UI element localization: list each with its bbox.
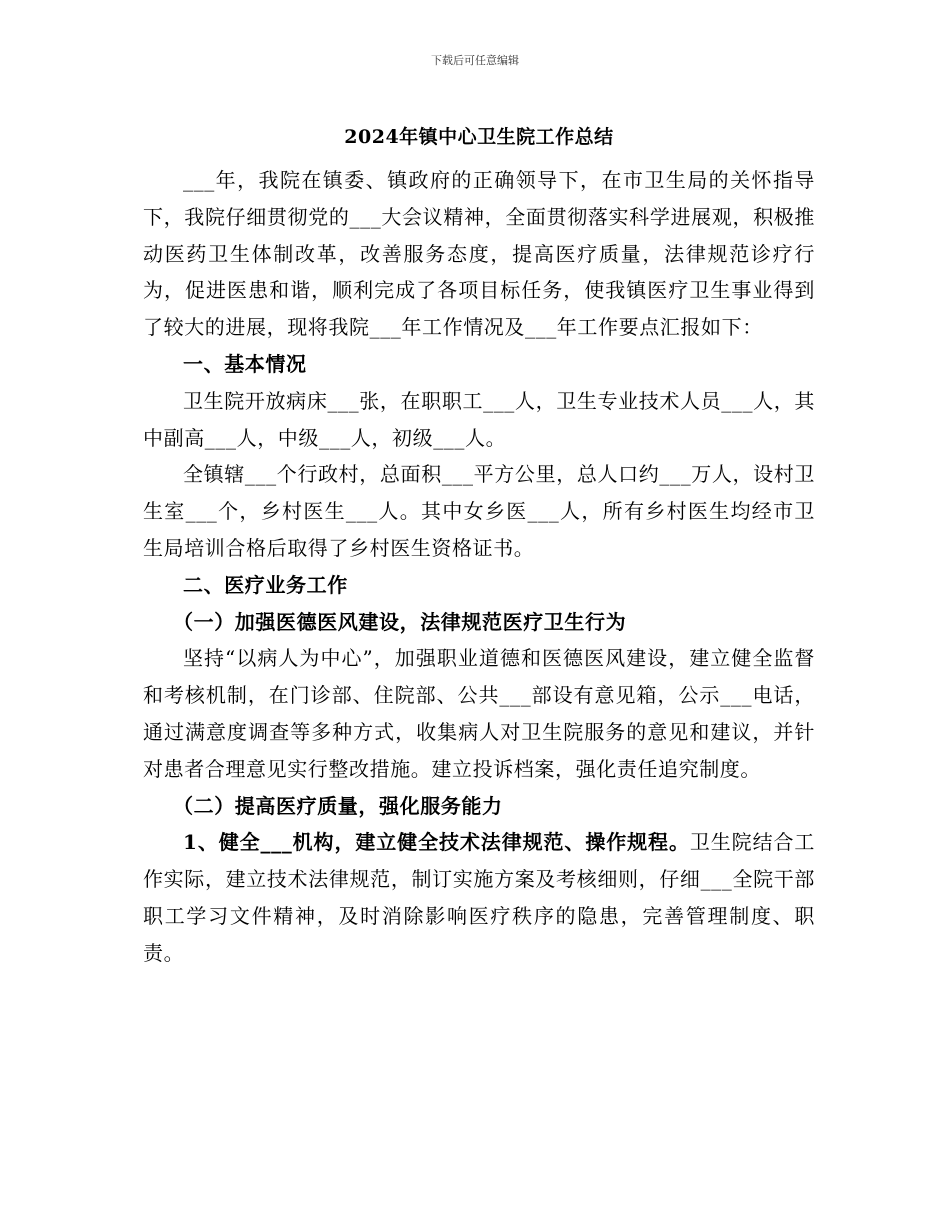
document-body xyxy=(143,126,815,972)
section-heading-basic: 一、基本情况 xyxy=(183,351,307,376)
header-note: 下载后可任意编辑 xyxy=(431,54,519,67)
quality-item-1 xyxy=(143,824,815,971)
quality-item-1-lead: 1、健全___机构，建立健全技术法律规范、操作规程。 xyxy=(183,830,690,855)
subsection-heading-quality: （二）提高医疗质量，强化服务能力 xyxy=(173,793,503,818)
document-title: 2024年镇中心卫生院工作总结 xyxy=(344,126,614,148)
ethics-paragraph: 坚持“以病人为中心”，加强职业道德和医德医风建设，建立健全监督和考核机制，在门诊部、住院部、公共___部设有意见箱，公示___电话，通过满意度调查等多种方式，收集病人对卫生院服务的意见和建议，并针对患者合理意见实行整改措施。建立投诉档案，强化责任追究制度。 xyxy=(143,646,815,781)
basic-info-paragraph-1: 卫生院开放病床___张，在职职工___人，卫生专业技术人员___人，其中副高___人，中级___人，初级___人。 xyxy=(143,388,815,450)
section-heading-medical: 二、医疗业务工作 xyxy=(183,572,348,597)
basic-info-paragraph-2: 全镇辖___个行政村，总面积___平方公里，总人口约___万人，设村卫生室___个，乡村医生___人。其中女乡医___人，所有乡村医生均经市卫生局培训合格后取得了乡村医生资格证书。 xyxy=(143,462,815,560)
quality-item-1-body: 卫生院结合工作实际，建立技术法律规范，制订实施方案及考核细则，仔细___全院干部职工学习文件精神，及时消除影响医疗秩序的隐患，完善管理制度、职责。 xyxy=(143,830,816,965)
subsection-heading-ethics: （一）加强医德医风建设，法律规范医疗卫生行为 xyxy=(173,609,627,634)
intro-paragraph: ___年，我院在镇委、镇政府的正确领导下，在市卫生局的关怀指导下，我院仔细贯彻党的___大会议精神，全面贯彻落实科学进展观，积极推动医药卫生体制改革，改善服务态度，提高医疗质量，法律规范诊疗行为，促进医患和谐，顺利完成了各项目标任务，使我镇医疗卫生事业得到了较大的进展，现将我院___年工作情况及___年工作要点汇报如下： xyxy=(143,168,815,340)
